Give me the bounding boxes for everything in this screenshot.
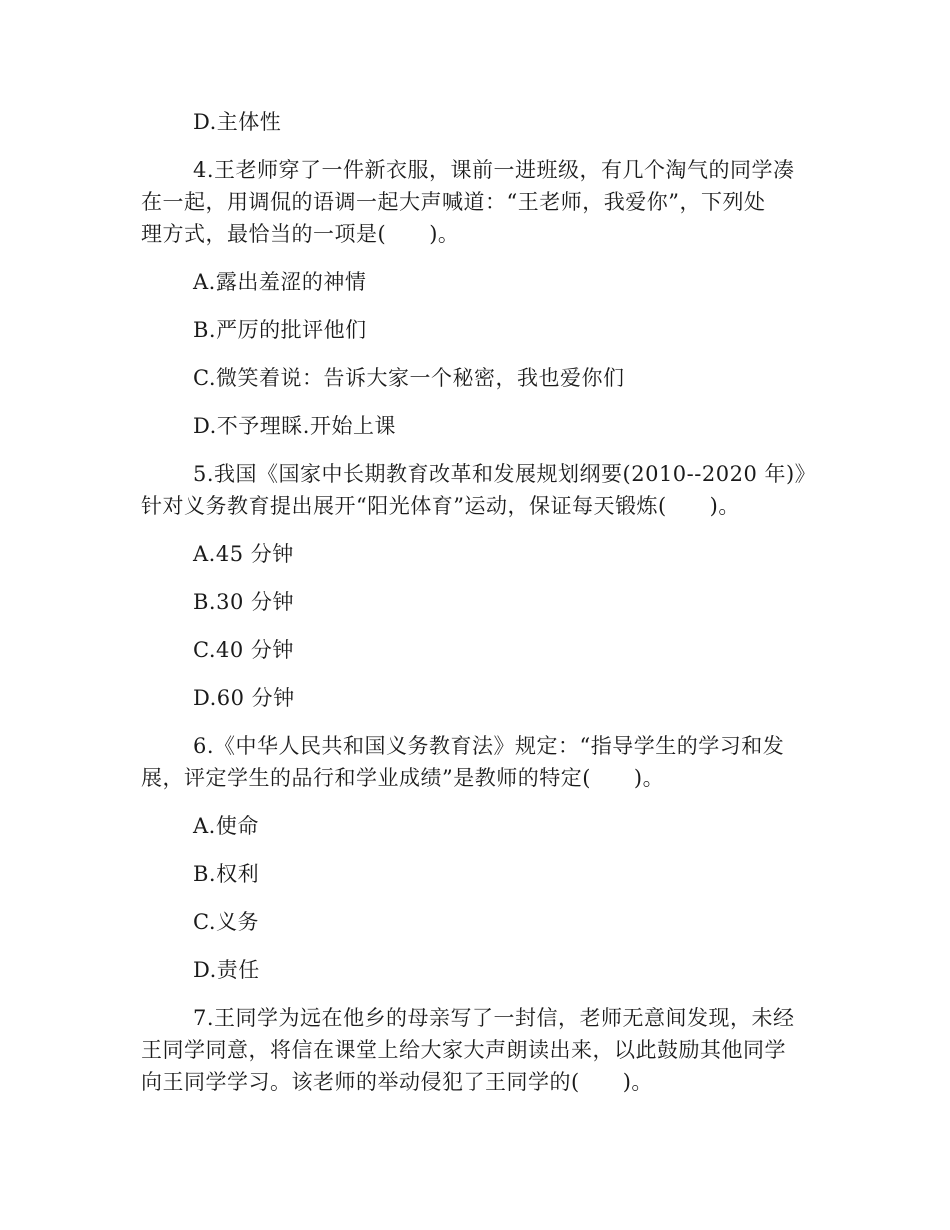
q4-option-c: C.微笑着说：告诉大家一个秘密，我也爱你们 (193, 366, 625, 390)
q6-option-a: A.使命 (193, 814, 259, 838)
q4-stem-line-2: 在一起，用调侃的语调一起大声喊道：“王老师，我爱你”，下列处 (141, 190, 766, 214)
q4-option-d: D.不予理睬.开始上课 (193, 414, 396, 438)
q3-option-d: D.主体性 (193, 110, 282, 134)
q5-stem-line-1: 5.我国《国家中长期教育改革和发展规划纲要(2010--2020 年)》 (193, 462, 817, 486)
q7-stem-line-1: 7.王同学为远在他乡的母亲写了一封信，老师无意间发现，未经 (193, 1006, 795, 1030)
q6-option-c: C.义务 (193, 910, 259, 934)
q6-option-d: D.责任 (193, 958, 260, 982)
q5-option-a: A.45 分钟 (193, 542, 294, 566)
q6-stem-line-2: 展，评定学生的品行和学业成绩”是教师的特定( )。 (141, 766, 665, 790)
q5-option-d: D.60 分钟 (193, 686, 295, 710)
q4-option-b: B.严厉的批评他们 (193, 318, 367, 342)
q5-option-b: B.30 分钟 (193, 590, 295, 614)
q6-option-b: B.权利 (193, 862, 260, 886)
q7-stem-line-2: 王同学同意，将信在课堂上给大家大声朗读出来，以此鼓励其他同学 (141, 1038, 786, 1062)
q5-stem-line-2: 针对义务教育提出展开“阳光体育”运动，保证每天锻炼( )。 (141, 494, 740, 518)
q4-stem-line-3: 理方式，最恰当的一项是( )。 (141, 222, 460, 246)
q4-option-a: A.露出羞涩的神情 (193, 270, 367, 294)
q7-stem-line-3: 向王同学学习。该老师的举动侵犯了王同学的( )。 (141, 1070, 653, 1094)
q5-option-c: C.40 分钟 (193, 638, 294, 662)
q4-stem-line-1: 4.王老师穿了一件新衣服，课前一进班级，有几个淘气的同学凑 (193, 158, 795, 182)
q6-stem-line-1: 6.《中华人民共和国义务教育法》规定：“指导学生的学习和发 (193, 734, 785, 758)
